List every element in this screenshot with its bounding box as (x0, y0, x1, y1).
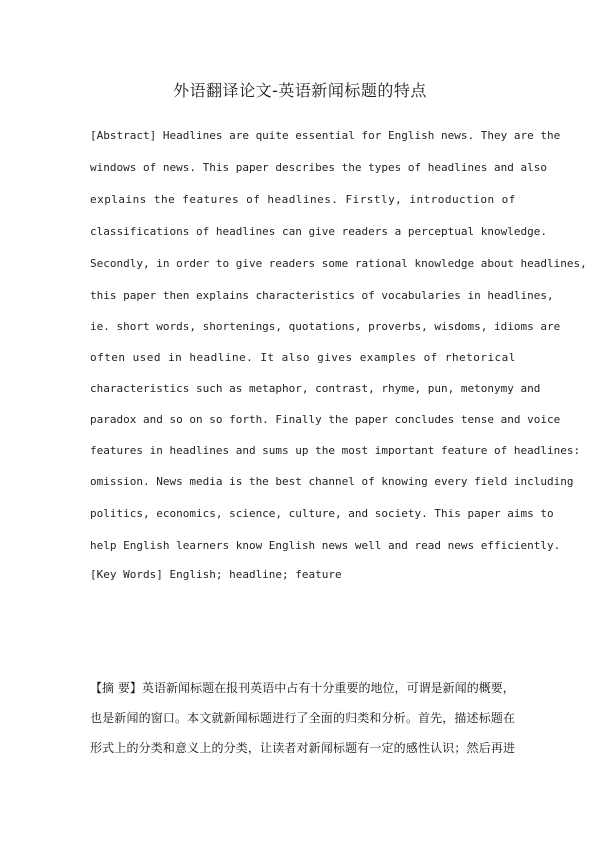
abstract-en-line: omission. News media is the best channel of knowing every field including (90, 475, 574, 488)
abstract-en-line: this paper then explains characteristics of vocabularies in headlines, (90, 289, 554, 302)
abstract-en-line: politics, economics, science, culture, and society. This paper aims to (90, 507, 554, 520)
abstract-en-line: characteristics such as metaphor, contrast, rhyme, pun, metonymy and (90, 382, 541, 395)
abstract-en-line: [Abstract] Headlines are quite essential for English news. They are the (90, 129, 561, 142)
abstract-en-line: classifications of headlines can give readers a perceptual knowledge. (90, 225, 547, 238)
abstract-en-line: ie. short words, shortenings, quotations, proverbs, wisdoms, idioms are (90, 320, 561, 333)
abstract-zh-line: 形式上的分类和意义上的分类，让读者对新闻标题有一定的感性认识；然后再进 (90, 741, 516, 755)
abstract-en-line: Secondly, in order to give readers some rational knowledge about headlines, (90, 257, 587, 270)
abstract-en-line: windows of news. This paper describes the types of headlines and also (90, 161, 547, 174)
paper-title: 外语翻译论文-英语新闻标题的特点 (173, 81, 427, 100)
keywords-line: [Key Words] English; headline; feature (90, 568, 342, 581)
abstract-en-line: features in headlines and sums up the most important feature of headlines: (90, 444, 581, 457)
abstract-en-line: often used in headline. It also gives examples of rhetorical (90, 351, 516, 364)
abstract-en-line: help English learners know English news well and read news efficiently. (90, 539, 561, 552)
abstract-zh-line: 【摘 要】英语新闻标题在报刊英语中占有十分重要的地位，可谓是新闻的概要， (90, 681, 515, 695)
abstract-en-line: explains the features of headlines. Firstly, introduction of (90, 193, 516, 206)
abstract-en-line: paradox and so on so forth. Finally the paper concludes tense and voice (90, 413, 561, 426)
abstract-zh-line: 也是新闻的窗口。本文就新闻标题进行了全面的归类和分析。首先，描述标题在 (90, 711, 516, 725)
